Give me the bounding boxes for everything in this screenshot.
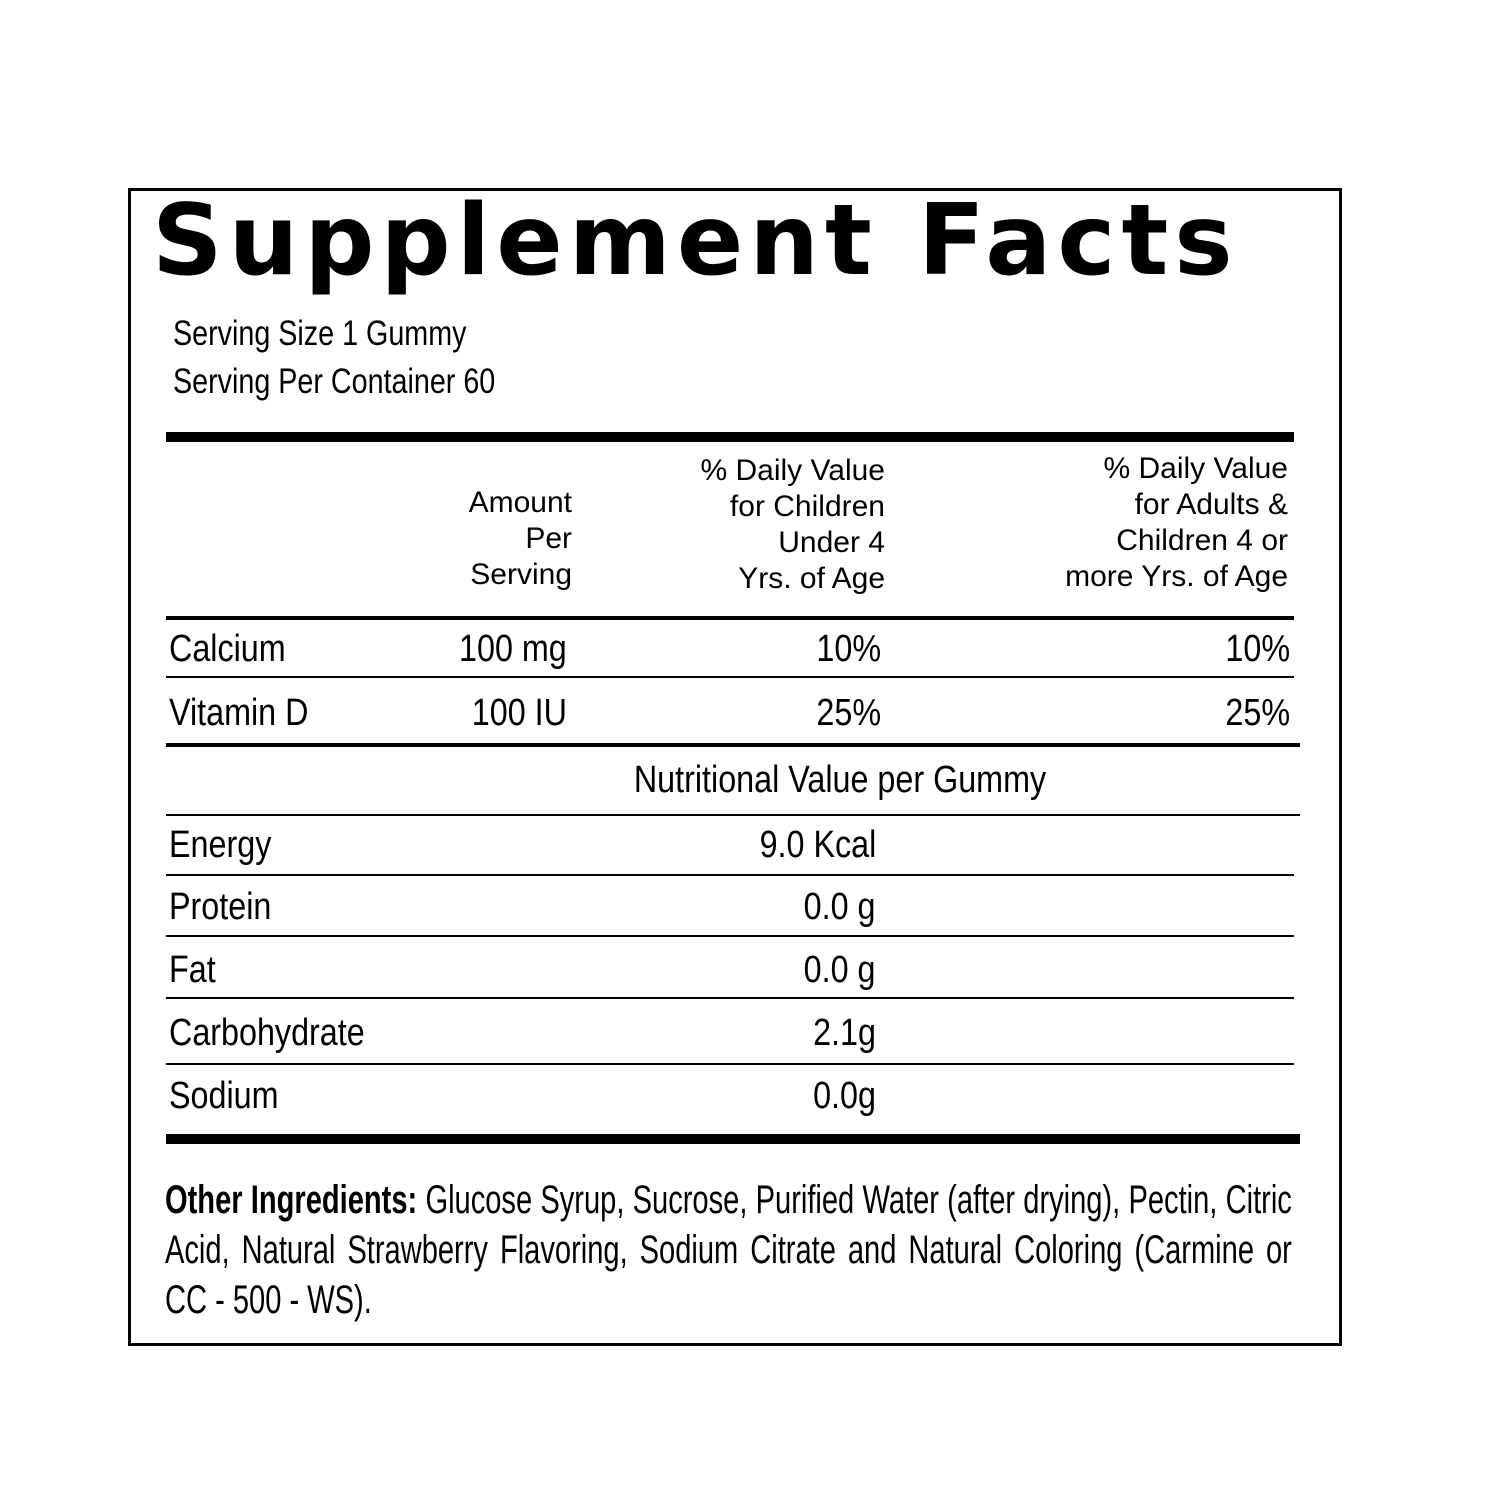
header-rule xyxy=(166,616,1294,620)
nutritional-value: 0.0 g xyxy=(804,886,876,928)
nutrient-dv-adults: 25% xyxy=(1225,692,1290,734)
serving-size: Serving Size 1 Gummy xyxy=(173,314,467,353)
top-thick-rule xyxy=(166,432,1294,442)
other-ingredients-text: Glucose Syrup, Sucrose, Purified Water (after drying), Pectin, Citric Acid, Natural Strawberry Flavoring, Sodium Citrate and Natural Coloring (Carmine or CC - 500 - WS). xyxy=(165,1178,1292,1322)
column-header-dv-adults: % Daily Value for Adults & Children 4 or more Yrs. of Age xyxy=(1065,452,1288,593)
other-ingredients-label: Other Ingredients: xyxy=(165,1178,418,1222)
nutritional-name: Sodium xyxy=(169,1075,279,1117)
panel-title: Supplement Facts xyxy=(152,184,1239,298)
bottom-thick-rule xyxy=(166,1134,1300,1144)
nutrient-dv-children: 10% xyxy=(816,628,881,670)
nutritional-value: 0.0 g xyxy=(804,949,876,991)
row-divider xyxy=(166,1063,1294,1065)
nutritional-name: Carbohydrate xyxy=(169,1012,365,1054)
nutritional-name: Energy xyxy=(169,824,272,866)
nutritional-value: 9.0 Kcal xyxy=(759,824,876,866)
section-rule xyxy=(166,743,1300,747)
servings-per-container: Serving Per Container 60 xyxy=(173,362,496,401)
row-divider xyxy=(166,874,1294,876)
nutrient-name: Vitamin D xyxy=(169,692,309,734)
row-divider xyxy=(166,997,1294,999)
nutritional-name: Fat xyxy=(169,949,216,991)
nutritional-value: 2.1g xyxy=(813,1012,876,1054)
row-divider xyxy=(166,935,1294,937)
nutrient-dv-adults: 10% xyxy=(1225,628,1290,670)
column-header-amount: Amount Per Serving xyxy=(468,486,572,591)
nutritional-name: Protein xyxy=(169,886,272,928)
row-divider xyxy=(166,676,1294,678)
nutritional-value-header: Nutritional Value per Gummy xyxy=(633,759,1047,801)
column-header-dv-children: % Daily Value for Children Under 4 Yrs. of Age xyxy=(700,454,885,595)
nutrient-amount: 100 IU xyxy=(471,692,567,734)
nutrient-dv-children: 25% xyxy=(816,692,881,734)
nutrient-name: Calcium xyxy=(169,628,286,670)
row-divider xyxy=(166,814,1300,816)
nutrient-amount: 100 mg xyxy=(459,628,567,670)
other-ingredients xyxy=(165,1175,1292,1325)
nutritional-value: 0.0g xyxy=(813,1075,876,1117)
